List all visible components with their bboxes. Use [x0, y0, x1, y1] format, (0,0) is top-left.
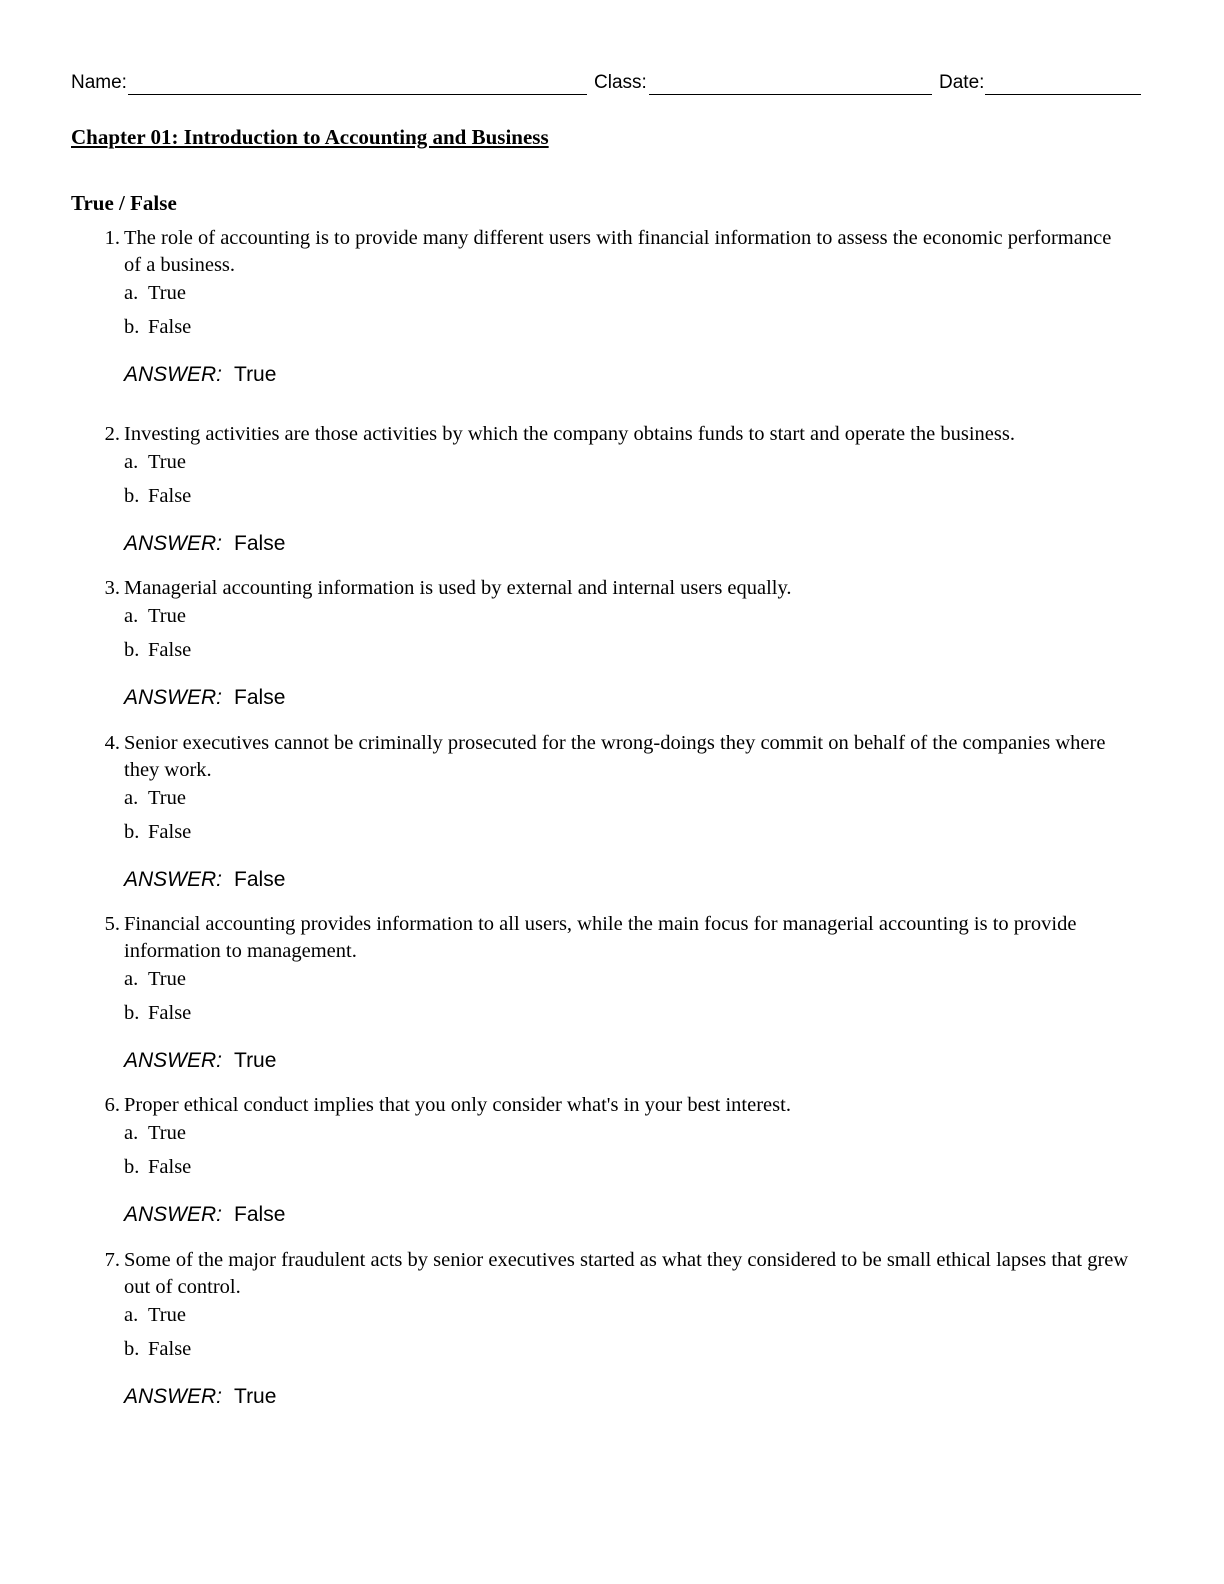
- answer-line: [90, 530, 1130, 557]
- question-number: 2.: [104, 423, 120, 445]
- option-b[interactable]: [90, 314, 1130, 347]
- option-label: False: [148, 821, 192, 843]
- name-label: Name:: [71, 72, 127, 93]
- option-letter: b.: [124, 1156, 140, 1178]
- question-number: 6.: [104, 1094, 120, 1116]
- question-6: [90, 1092, 1130, 1228]
- question-number: 5.: [104, 913, 120, 935]
- answer-label: ANSWER:: [124, 1385, 223, 1408]
- option-letter: b.: [124, 316, 140, 338]
- section-title: True / False: [71, 191, 177, 215]
- option-label: False: [148, 639, 192, 661]
- question-text: Proper ethical conduct implies that you only consider what's in your best interest.: [124, 1094, 791, 1116]
- question-7: [90, 1247, 1130, 1410]
- answer-line: [90, 361, 1130, 388]
- class-field-line[interactable]: [649, 94, 932, 95]
- question-stem: [90, 1247, 1130, 1301]
- question-number: 7.: [104, 1249, 120, 1271]
- question-1: [90, 225, 1130, 388]
- chapter-title: Chapter 01: Introduction to Accounting and Business: [71, 125, 549, 149]
- answer-value: True: [234, 1049, 277, 1072]
- answer-line: [90, 1201, 1130, 1228]
- answer-label: ANSWER:: [124, 532, 223, 555]
- option-b[interactable]: [90, 637, 1130, 670]
- answer-line: [90, 1047, 1130, 1074]
- option-a[interactable]: [90, 1120, 1130, 1153]
- option-letter: b.: [124, 1002, 140, 1024]
- option-letter: a.: [124, 451, 139, 473]
- option-letter: a.: [124, 605, 139, 627]
- option-b[interactable]: [90, 483, 1130, 516]
- option-label: False: [148, 316, 192, 338]
- option-label: True: [148, 968, 186, 990]
- answer-label: ANSWER:: [124, 1203, 223, 1226]
- answer-value: False: [234, 868, 286, 891]
- option-letter: b.: [124, 485, 140, 507]
- class-label: Class:: [594, 72, 647, 93]
- name-field-line[interactable]: [128, 94, 587, 95]
- date-field-line[interactable]: [985, 94, 1141, 95]
- option-letter: b.: [124, 1338, 140, 1360]
- option-letter: a.: [124, 1122, 139, 1144]
- option-a[interactable]: [90, 449, 1130, 482]
- question-text: Managerial accounting information is used by external and internal users equally.: [124, 577, 792, 599]
- date-label: Date:: [939, 72, 985, 93]
- question-text: Investing activities are those activities by which the company obtains funds to start and operate the business.: [124, 423, 1015, 445]
- answer-value: True: [234, 1385, 277, 1408]
- question-3: [90, 575, 1130, 711]
- option-b[interactable]: [90, 1154, 1130, 1187]
- answer-label: ANSWER:: [124, 363, 223, 386]
- question-2: [90, 421, 1130, 557]
- question-5: [90, 911, 1130, 1074]
- option-label: True: [148, 1304, 186, 1326]
- option-label: False: [148, 1156, 192, 1178]
- option-b[interactable]: [90, 1000, 1130, 1033]
- option-label: True: [148, 1122, 186, 1144]
- option-a[interactable]: [90, 785, 1130, 818]
- option-a[interactable]: [90, 1302, 1130, 1335]
- answer-label: ANSWER:: [124, 686, 223, 709]
- question-number: 4.: [104, 732, 120, 754]
- option-letter: a.: [124, 787, 139, 809]
- question-stem: [90, 730, 1130, 784]
- option-a[interactable]: [90, 280, 1130, 313]
- option-a[interactable]: [90, 966, 1130, 999]
- answer-line: [90, 866, 1130, 893]
- option-label: True: [148, 282, 186, 304]
- option-label: False: [148, 1002, 192, 1024]
- option-letter: a.: [124, 282, 139, 304]
- answer-label: ANSWER:: [124, 1049, 223, 1072]
- question-stem: [90, 1092, 1130, 1119]
- question-4: [90, 730, 1130, 893]
- student-info-header: [71, 72, 1141, 98]
- answer-value: False: [234, 1203, 286, 1226]
- option-letter: b.: [124, 639, 140, 661]
- option-a[interactable]: [90, 603, 1130, 636]
- option-label: True: [148, 787, 186, 809]
- option-b[interactable]: [90, 819, 1130, 852]
- question-number: 3.: [104, 577, 120, 599]
- option-label: True: [148, 605, 186, 627]
- question-stem: [90, 421, 1130, 448]
- option-label: False: [148, 485, 192, 507]
- answer-line: [90, 1383, 1130, 1410]
- option-letter: a.: [124, 1304, 139, 1326]
- question-stem: [90, 575, 1130, 602]
- question-text: The role of accounting is to provide many different users with financial information to assess the economic performance of a business.: [124, 227, 1112, 276]
- answer-label: ANSWER:: [124, 868, 223, 891]
- question-stem: [90, 911, 1130, 965]
- answer-value: False: [234, 686, 286, 709]
- answer-value: False: [234, 532, 286, 555]
- question-text: Financial accounting provides information to all users, while the main focus for managerial accounting is to provide information to management.: [124, 913, 1077, 962]
- option-letter: b.: [124, 821, 140, 843]
- answer-value: True: [234, 363, 277, 386]
- option-label: False: [148, 1338, 192, 1360]
- option-b[interactable]: [90, 1336, 1130, 1369]
- question-text: Some of the major fraudulent acts by senior executives started as what they considered to be small ethical lapses that grew out of control.: [124, 1249, 1129, 1298]
- option-label: True: [148, 451, 186, 473]
- question-text: Senior executives cannot be criminally prosecuted for the wrong-doings they commit on behalf of the companies where they work.: [124, 732, 1106, 781]
- answer-line: [90, 684, 1130, 711]
- question-number: 1.: [104, 227, 120, 249]
- question-stem: [90, 225, 1130, 279]
- option-letter: a.: [124, 968, 139, 990]
